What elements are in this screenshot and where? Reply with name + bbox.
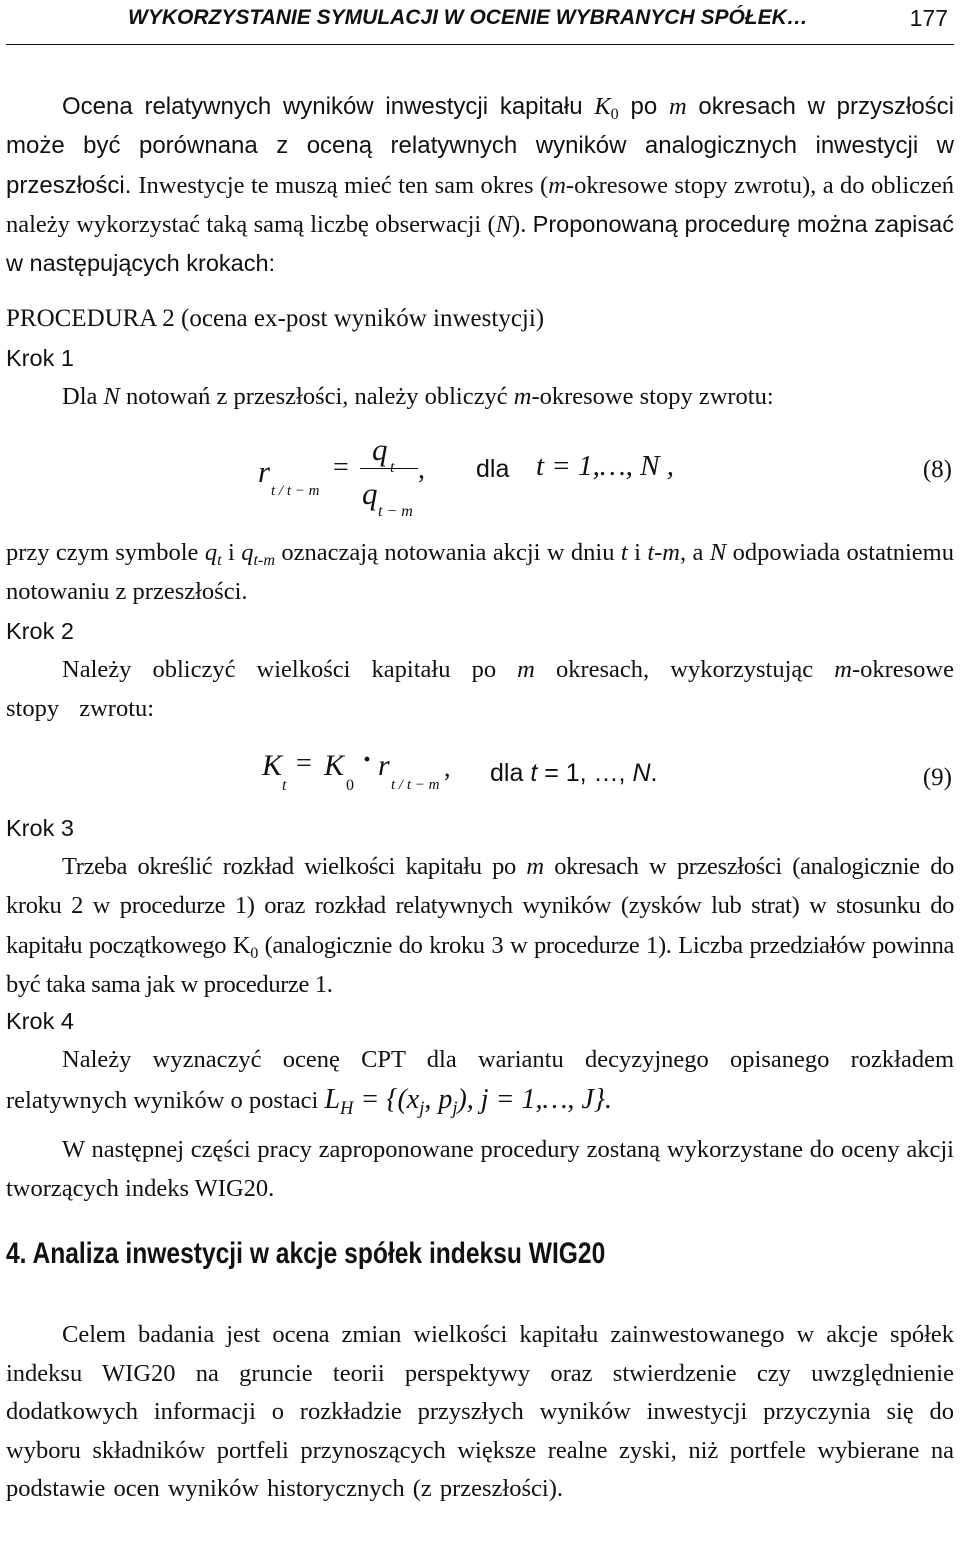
k-subscript: 0	[250, 944, 258, 962]
section-heading: 4. Analiza inwestycji w akcje spółek indeksu WIG20	[6, 1237, 606, 1270]
eq9-cond: = 1, …,	[537, 759, 633, 787]
equation-9	[6, 740, 954, 800]
page-number: 177	[909, 5, 948, 31]
step2-text-c: -okresowe stopy zwrotu:	[6, 656, 954, 723]
lh-formula	[324, 1084, 613, 1118]
eq8-condition: t = 1,…, N ,	[536, 450, 675, 482]
n-symbol: N	[709, 539, 727, 566]
m-symbol-2: m	[548, 171, 566, 199]
running-title: WYKORZYSTANIE SYMULACJI W OCENIE WYBRANYCH SPÓŁEK…	[128, 6, 808, 29]
eq9-t: t	[530, 759, 538, 787]
n-symbol: N	[103, 383, 120, 410]
formula-end: ), j = 1,…, J}.	[457, 1084, 613, 1115]
step4-label: Krok 4	[6, 1008, 74, 1034]
step3-text-c: (analogicznie do kroku 3 w procedurze 1). Liczba przedziałów powinna być taka sama jak w procedurze 1.	[6, 931, 955, 998]
eq9-k0-subscript: 0	[346, 777, 354, 794]
intro-text-5: -okresowe stopy zwrotu), a do obliczeń należy wykorzystać taką samą liczbę obserwacji (	[6, 171, 954, 238]
eq8-comma: ,	[418, 454, 425, 485]
eq9-k: K	[262, 749, 283, 782]
m-symbol: m	[513, 383, 532, 410]
step2-text-b: okresach, wykorzystując	[534, 656, 835, 683]
p-subscript: j	[452, 1097, 458, 1118]
step3-text	[6, 847, 954, 1004]
eq9-dla: dla	[490, 759, 531, 787]
step2-text	[6, 650, 954, 729]
m-symbol: m	[668, 93, 687, 120]
eq9-dot: ·	[362, 743, 373, 776]
eq8-numerator-subscript: t	[390, 459, 395, 476]
after8-a: przy czym symbole	[6, 539, 205, 566]
intro-text-6: ).	[512, 210, 533, 238]
equation-number-8: (8)	[922, 456, 952, 483]
q-symbol: q	[204, 539, 218, 566]
step3-text-a: Trzeba określić rozkład wielkości kapitału po	[62, 853, 527, 880]
m-symbol: m	[526, 853, 544, 880]
intro-text-3: okresach w przyszłości może być porównana z oceną relatywnych wyników analogicznych inwestycji w przeszłości.	[6, 93, 955, 199]
eq8-equals: =	[333, 452, 349, 483]
eq8-dla: dla	[476, 455, 510, 483]
eq9-n: N	[632, 759, 651, 787]
t-symbol: t	[620, 539, 628, 566]
procedure-title: PROCEDURA 2 (ocena ex-post wyników inwestycji)	[6, 305, 545, 332]
intro-paragraph	[6, 87, 954, 283]
eq9-comma: ,	[444, 753, 451, 782]
k-symbol: K	[594, 93, 611, 120]
after8-f: odpowiada ostatniemu notowaniu z przeszłości.	[6, 539, 954, 606]
eq9-end: .	[650, 759, 658, 787]
eq8-lhs-subscript: t / t − m	[271, 483, 320, 499]
intro-text-7: Proponowaną procedurę można zapisać w następujących krokach:	[6, 210, 954, 277]
m-symbol-2: m	[834, 656, 852, 683]
formula-mid: , p	[424, 1084, 453, 1115]
eq8-lhs: r	[258, 454, 271, 489]
step1-text-a: Dla	[62, 383, 104, 410]
formula-l-subscript: H	[340, 1097, 354, 1118]
after8-d: i	[627, 539, 648, 566]
q-subscript: t	[217, 552, 222, 570]
eq9-r: r	[378, 749, 390, 782]
step4-text	[6, 1040, 954, 1121]
eq8-numerator: q	[372, 432, 388, 467]
equation-8	[6, 430, 954, 522]
x-subscript: j	[419, 1097, 425, 1118]
eq9-k-subscript: t	[282, 777, 287, 794]
fraction-bar	[360, 468, 418, 469]
after8-b: i	[221, 539, 242, 566]
k-subscript: 0	[610, 106, 619, 124]
equation-number-9: (9)	[922, 764, 952, 791]
step2-text-a: Należy obliczyć wielkości kapitału po	[62, 656, 518, 683]
step1-text-b: notowań z przeszłości, należy obliczyć	[119, 383, 514, 410]
step4-text-a: Należy wyznaczyć ocenę CPT dla wariantu decyzyjnego opisanego rozkładem relatywnych wyników o postaci	[6, 1046, 954, 1114]
tm-symbol: t-m	[647, 539, 681, 566]
formula-rest: = {(x	[353, 1084, 420, 1115]
running-header	[6, 0, 954, 45]
closing-paragraph: W następnej części pracy zaproponowane procedury zostaną wykorzystane do oceny akcji tworzących indeks WIG20.	[6, 1136, 954, 1203]
eq9-k0: K	[324, 749, 345, 782]
intro-text-2: po	[618, 93, 669, 120]
after8-e: , a	[680, 539, 710, 566]
eq9-equals: =	[296, 748, 312, 779]
eq8-explanation	[6, 533, 954, 612]
step3-text-b: okresach w przeszłości (analogicznie do kroku 2 w procedurze 1) oraz rozkład relatywnych wyników (zysków lub strat) w stosunku do kapitału początkowego K	[6, 853, 954, 959]
intro-text-4: Inwestycje te muszą mieć ten sam okres (	[138, 171, 549, 199]
intro-text-1: Ocena relatywnych wyników inwestycji kapitału	[62, 93, 595, 120]
after8-c: oznaczają notowania akcji w dniu	[275, 539, 621, 566]
q-subscript-2: t-m	[253, 552, 275, 570]
q-symbol-2: q	[241, 539, 254, 566]
step1-label: Krok 1	[6, 345, 74, 371]
eq9-r-subscript: t / t − m	[391, 777, 440, 793]
eq9-condition	[490, 754, 657, 793]
section-body: Celem badania jest ocena zmian wielkości kapitału zainwestowanego w akcje spółek indeksu WIG20 na gruncie teorii perspektywy oraz stwierdzenie czy uwzględnienie dodatkowych informacji o rozkładzie przyszłych wyników inwestycji przyczynia się do wyboru składników portfeli przynoszących większe realne zyski, niż portfele wybierane na podstawie ocen wyników historycznych (z przeszłości).	[6, 1321, 954, 1503]
formula-l: L	[324, 1084, 341, 1115]
step1-text	[62, 377, 954, 416]
eq8-denominator: q	[362, 476, 378, 511]
m-symbol: m	[517, 656, 535, 683]
step3-label: Krok 3	[6, 815, 74, 841]
eq8-denominator-subscript: t − m	[378, 503, 413, 520]
n-symbol: N	[495, 210, 513, 238]
step1-text-c: -okresowe stopy zwrotu:	[531, 383, 774, 410]
step2-label: Krok 2	[6, 618, 74, 644]
